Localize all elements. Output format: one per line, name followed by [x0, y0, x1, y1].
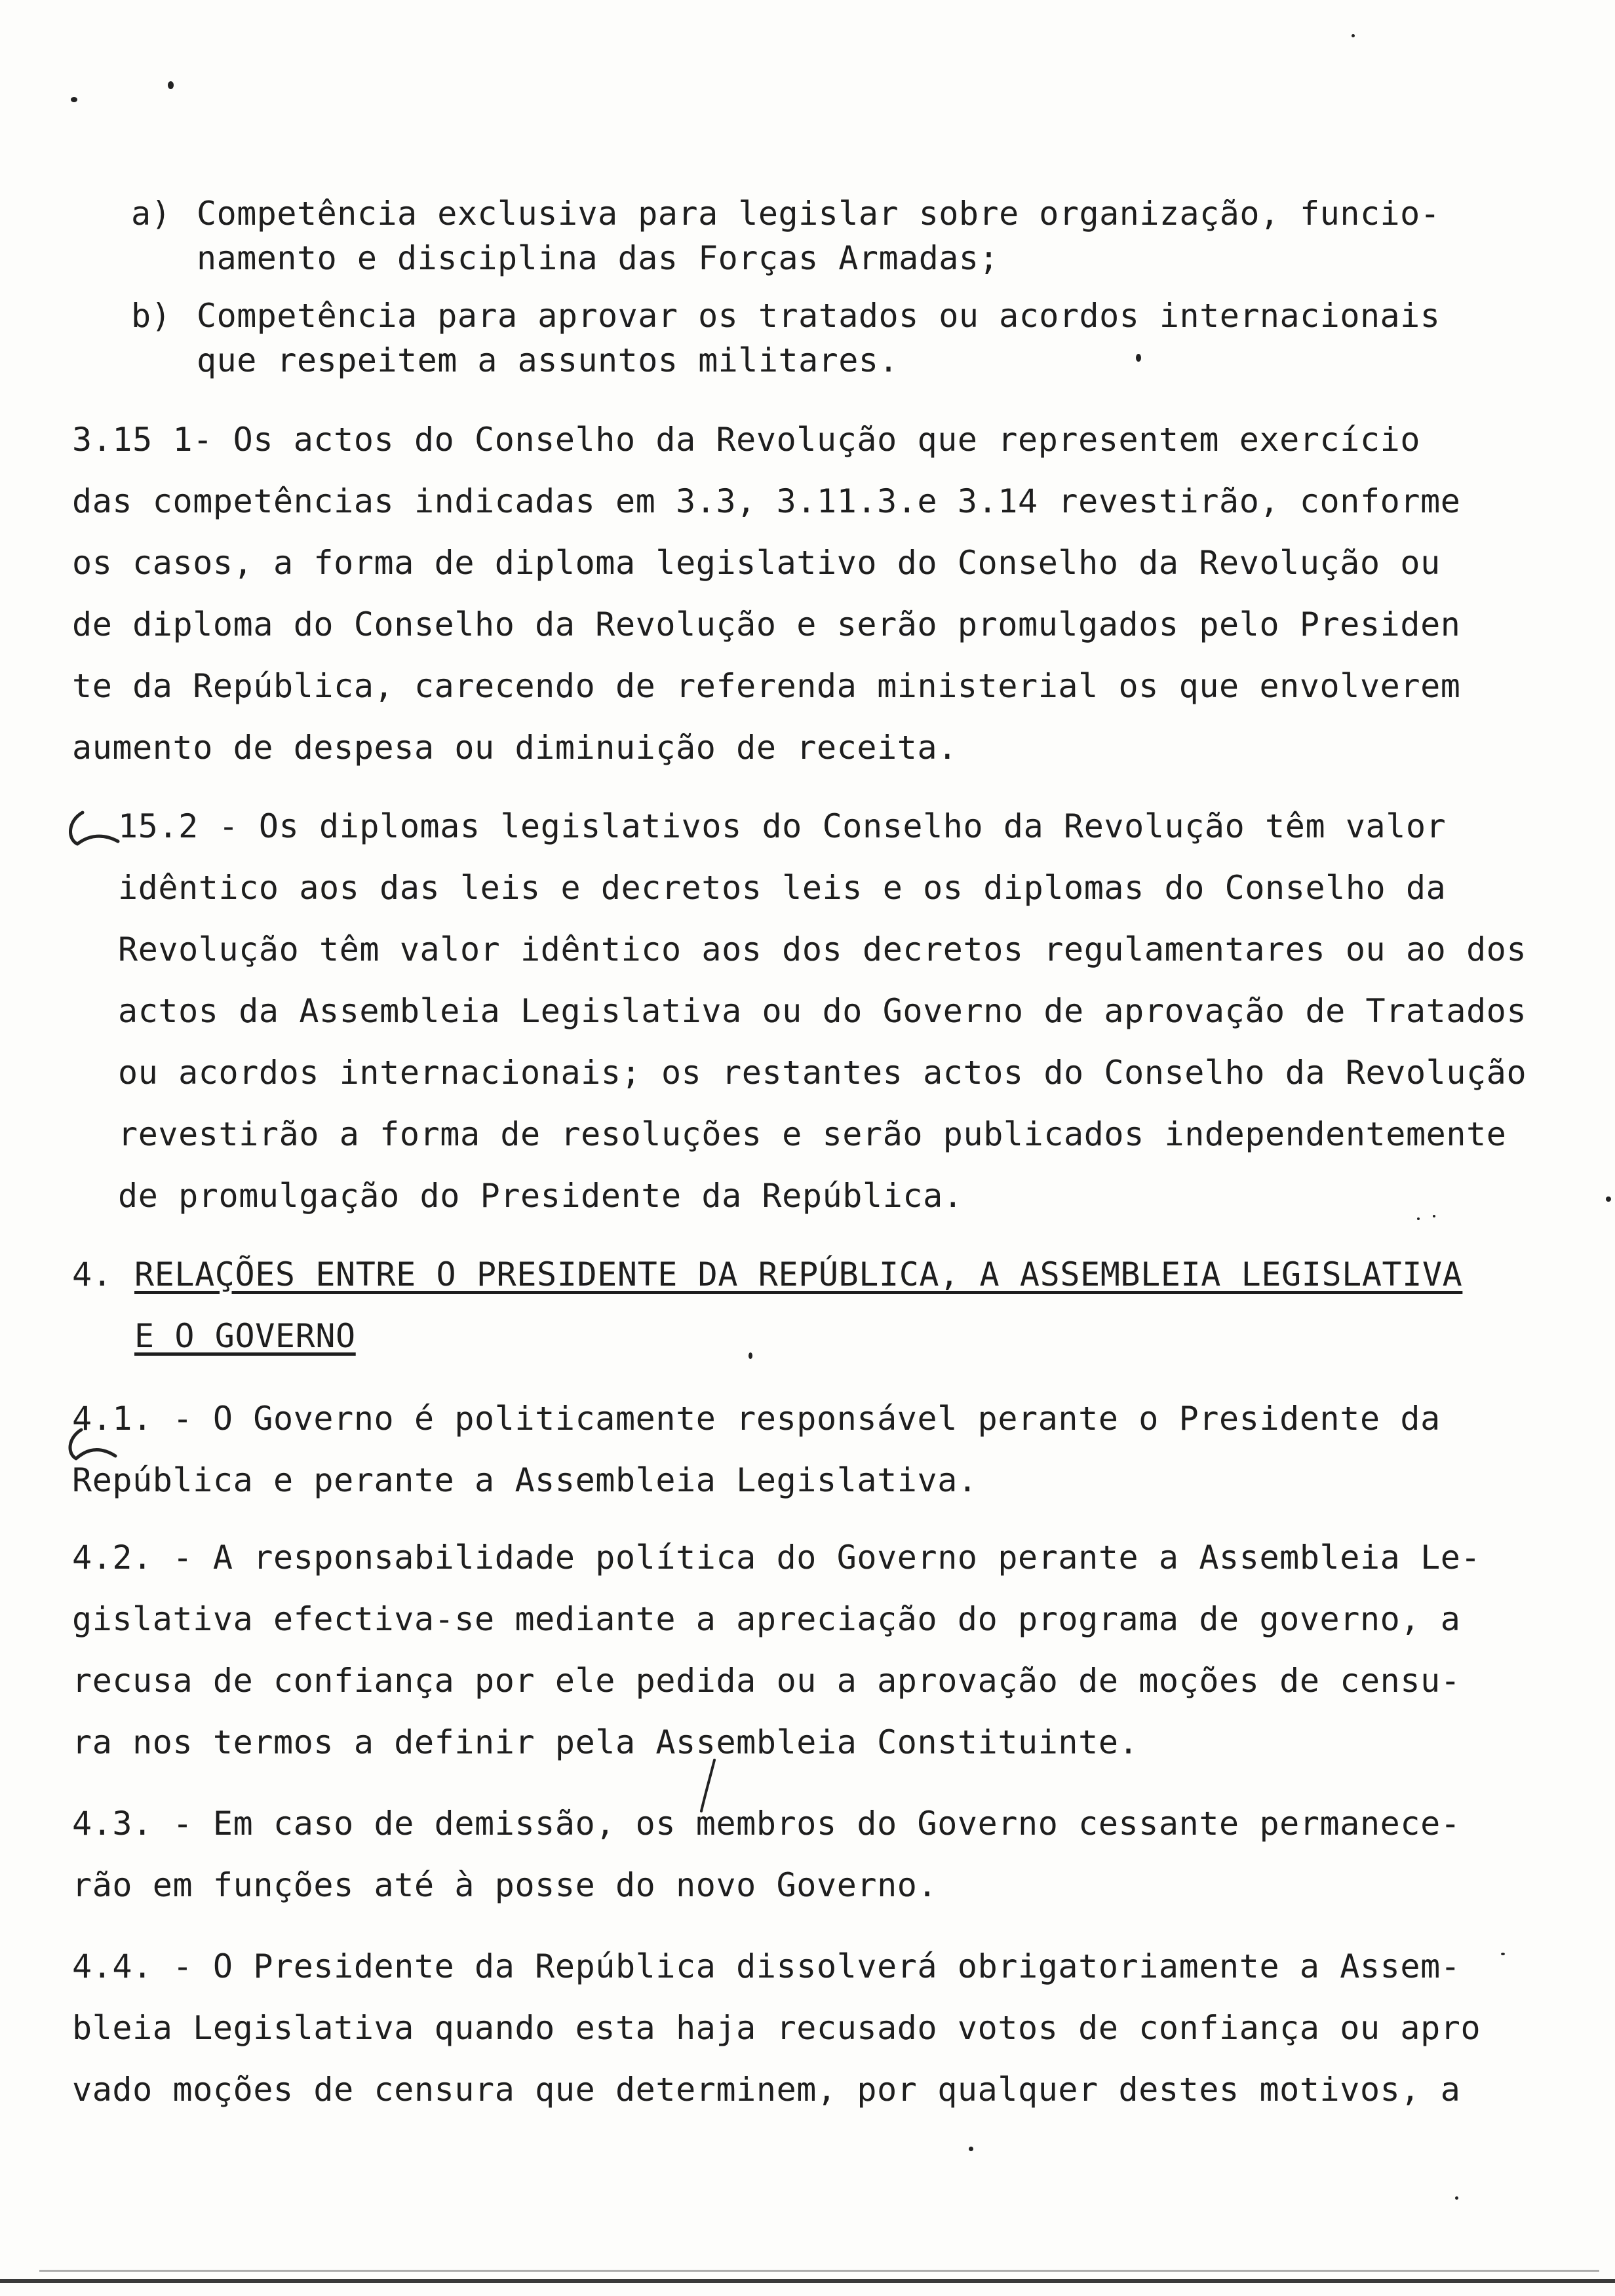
list-item-text: Competência exclusiva para legislar sobre organização, funcio- namento e disciplina das Forças Armadas;: [197, 195, 1441, 277]
paragraph-4-4: 4.4. - O Presidente da República dissolverá obrigatoriamente a Assem- bleia Legislativa quando esta haja recusado votos de confiança ou apro vado moções de censura que determinem, por qualquer destes motivos, a: [72, 1947, 1481, 2109]
scan-speck: [71, 97, 77, 102]
list-item-b: [131, 294, 1540, 385]
list-item-a: [131, 191, 1540, 283]
paragraph-4-1: 4.1. - O Governo é politicamente responsável perante o Presidente da República e perante a Assembleia Legislativa.: [72, 1400, 1441, 1499]
list-marker: b): [131, 297, 172, 335]
list-marker: a): [131, 195, 172, 233]
scan-speck: [1352, 34, 1355, 37]
scan-edge-line: [39, 2270, 1599, 2272]
paragraph-4-3: 4.3. - Em caso de demissão, os membros do Governo cessante permanece- rão em funções até à posse do novo Governo.: [72, 1805, 1461, 1904]
section-title: RELAÇÕES ENTRE O PRESIDENTE DA REPÚBLICA, A ASSEMBLEIA LEGISLATIVA E O GOVERNO: [134, 1255, 1463, 1355]
paragraph-3-15-1: 3.15 1- Os actos do Conselho da Revolução que representem exercício das competências indicadas em 3.3, 3.11.3.e 3.14 revestirão, conforme os casos, a forma de diploma legislativo do Conselho da Revolução ou de diploma do Conselho da Revolução e serão promulgados pelo Presiden te da República, carecendo de referenda ministerial os que envolverem aumento de despesa ou diminuição de receita.: [72, 421, 1461, 767]
paragraph-3-15-2: 15.2 - Os diplomas legislativos do Conselho da Revolução têm valor idêntico aos das leis e decretos leis e os diplomas do Conselho da Revolução têm valor idêntico aos dos decretos regulamentares ou ao dos actos da Assembleia Legislativa ou do Governo de aprovação de Tratados ou acordos internacionais; os restantes actos do Conselho da Revolução revestirão a forma de resoluções e serão publicados independentemente de promulgação do Presidente da República.: [118, 807, 1527, 1215]
scan-edge-bar: [0, 2279, 1615, 2283]
list-item-text: Competência para aprovar os tratados ou acordos internacionais que respeitem a assuntos militares.: [197, 297, 1441, 379]
scan-speck: [168, 81, 174, 89]
scan-speck: [1455, 2196, 1458, 2200]
scan-speck: [969, 2147, 973, 2151]
section-number: 4.: [72, 1255, 113, 1293]
scan-speck: [1606, 1196, 1611, 1202]
paragraph-4-2: 4.2. - A responsabilidade política do Governo perante a Assembleia Le- gislativa efectiva-se mediante a apreciação do programa de governo, a recusa de confiança por ele pedida ou a aprovação de moções de censu- ra nos termos a definir pela Assembleia Constituinte.: [72, 1539, 1481, 1761]
section-heading-4: [72, 1244, 1560, 1375]
handwritten-bracket-mark: [63, 807, 122, 853]
